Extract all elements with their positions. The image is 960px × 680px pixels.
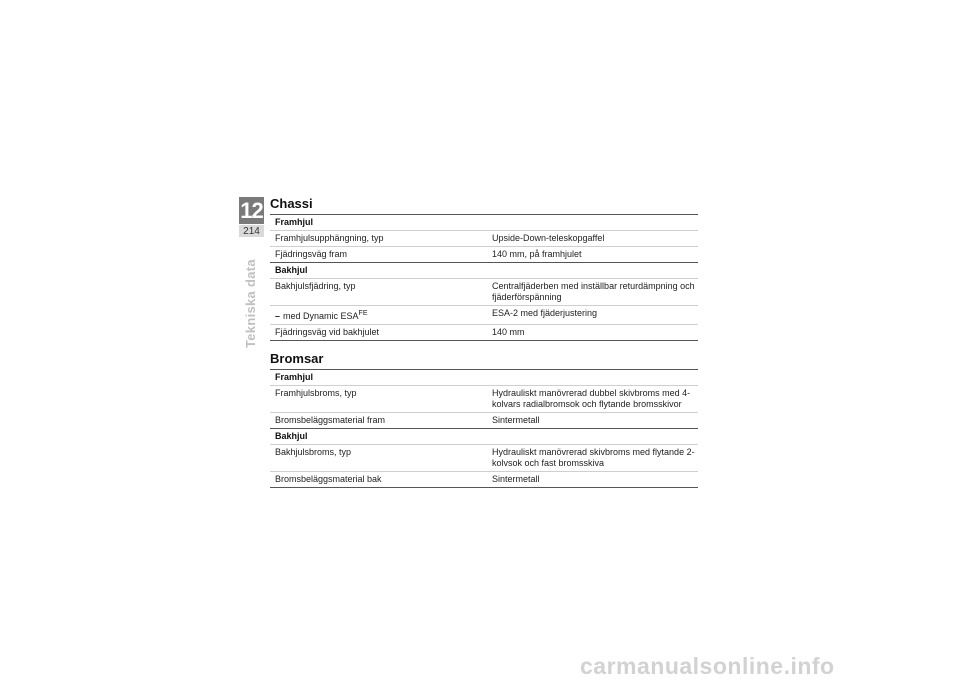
- option-superscript: FE: [358, 310, 368, 317]
- row-value: Sintermetall: [487, 472, 698, 488]
- row-label: Fjädringsväg fram: [270, 247, 487, 263]
- table-row: [270, 306, 698, 325]
- group-heading: Framhjul: [270, 370, 698, 386]
- chapter-number: 12: [240, 197, 263, 223]
- table-row: [270, 247, 698, 263]
- option-label: med Dynamic ESA: [283, 311, 359, 321]
- table-row: [270, 413, 698, 429]
- table-row: [270, 325, 698, 341]
- group-heading: Bakhjul: [270, 429, 698, 445]
- row-value: Hydrauliskt manövrerad skivbroms med flytande 2-kolvsok och fast bromsskiva: [487, 445, 698, 472]
- dash-icon: –: [275, 311, 281, 321]
- row-label: Bromsbeläggsmaterial fram: [270, 413, 487, 429]
- row-label: Framhjulsbroms, typ: [270, 386, 487, 413]
- row-label: Framhjulsupphängning, typ: [270, 231, 487, 247]
- row-value: 140 mm: [487, 325, 698, 341]
- row-label: Bakhjulsbroms, typ: [270, 445, 487, 472]
- chassi-table: [270, 214, 698, 341]
- row-label: Bromsbeläggsmaterial bak: [270, 472, 487, 488]
- row-value: Centralfjäderben med inställbar returdämpning och fjäderförspänning: [487, 279, 698, 306]
- watermark: carmanualsonline.info: [580, 653, 835, 679]
- content: [270, 196, 698, 488]
- row-value: ESA-2 med fjäderjustering: [487, 306, 698, 325]
- group-heading: Framhjul: [270, 215, 698, 231]
- row-value: Hydrauliskt manövrerad dubbel skivbroms med 4-kolvars radialbromsok och flytande bromsskivor: [487, 386, 698, 413]
- row-label: [270, 306, 487, 325]
- row-label: Bakhjulsfjädring, typ: [270, 279, 487, 306]
- row-value: 140 mm, på framhjulet: [487, 247, 698, 263]
- chapter-title: Tekniska data: [243, 259, 258, 348]
- page-number: 214: [239, 225, 264, 237]
- table-row: [270, 472, 698, 488]
- table-row: [270, 386, 698, 413]
- bromsar-table: [270, 369, 698, 488]
- table-row: [270, 279, 698, 306]
- row-value: Sintermetall: [487, 413, 698, 429]
- table-row: [270, 231, 698, 247]
- section-title-bromsar: Bromsar: [270, 351, 324, 366]
- row-value: Upside-Down-teleskopgaffel: [487, 231, 698, 247]
- group-heading: Bakhjul: [270, 263, 698, 279]
- section-title-chassi: Chassi: [270, 196, 313, 211]
- row-label: Fjädringsväg vid bakhjulet: [270, 325, 487, 341]
- table-row: [270, 445, 698, 472]
